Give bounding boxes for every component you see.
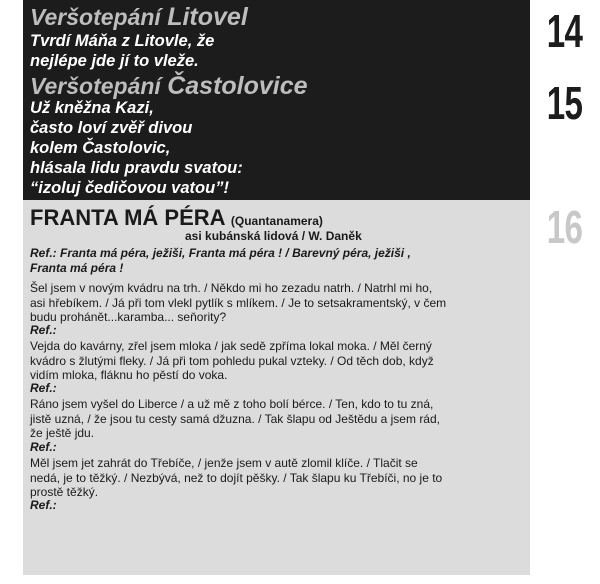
verse-line: nedá, je to těžký. / Nezbývá, než to dojít pěšky. / Tak šlapu ku Třebíči, no je to (30, 470, 443, 485)
verse-line: Ráno jsem vyšel do Liberce / a už mě z toho bolí bérce. / Ten, kdo to tu zná, (30, 397, 434, 411)
ref-label: Ref.: (30, 381, 57, 395)
verse-4 (30, 456, 442, 500)
song14-lyrics (30, 31, 214, 71)
verse-1 (30, 281, 446, 325)
refrain-line: Franta má péra ! (30, 261, 124, 275)
track-number-15: 15 (546, 77, 582, 129)
song14-title (30, 5, 248, 30)
song16-credit: asi kubánská lidová / W. Daněk (185, 229, 362, 243)
refrain-line: Ref.: Franta má péra, ježiši, Franta má péra ! / Barevný péra, ježiši , (30, 246, 411, 260)
lyric-line: kolem Častolovic, (30, 139, 171, 157)
song14-title-prefix: Veršotepání (30, 4, 168, 30)
verse-line: že ještě jdu. (30, 426, 95, 440)
song15-lyrics (30, 98, 243, 198)
ref-label: Ref.: (30, 440, 57, 454)
verse-line: asi hřebíkem. / Já při tom vlekl pytlík s mlíkem. / Je to setsakramentský, v čem (30, 295, 447, 310)
song16-title-main: FRANTA MÁ PÉRA (30, 205, 225, 230)
verse-line: prostě těžký. (30, 485, 99, 499)
verse-line: Šel jsem v novým kvádru na trh. / Někdo mi ho zezadu natrh. / Natrhl mi ho, (30, 281, 433, 295)
song15-title (30, 74, 308, 99)
lyric-line: “izoluj čedičovou vatou”! (30, 179, 229, 197)
lyric-line: často loví zvěř divou (30, 119, 193, 137)
lyric-line: nejlépe jde jí to vleže. (30, 52, 199, 70)
song14-title-place: Litovel (167, 3, 248, 31)
lyric-line: Tvrdí Máňa z Litovle, že (30, 32, 215, 50)
verse-line: vidím mloka, fláknu ho pěstí do voka. (30, 368, 228, 382)
song15-title-prefix: Veršotepání (30, 73, 168, 99)
track-number-16: 16 (546, 201, 582, 253)
lyric-line: hlásala lidu pravdu svatou: (30, 159, 243, 177)
ref-label: Ref.: (30, 323, 57, 337)
song16-refrain (30, 246, 411, 276)
verse-2 (30, 339, 434, 383)
lyric-line: Už kněžna Kazi, (30, 99, 154, 117)
track-number-14: 14 (546, 5, 582, 57)
verse-line: Měl jsem jet zahrát do Třebíče, / jenže jsem v autě zlomil klíče. / Tlačit se (30, 456, 418, 470)
verse-line: Vejda do kavárny, zřel jsem mloka / jak sedě zpříma lokal moka. / Měl černý (30, 339, 432, 353)
verse-3 (30, 397, 440, 441)
verse-line: jistě uzná, / že jsou tu cesty samá džuzna. / Tak šlapu od Ještědu a jsem rád, (30, 411, 440, 426)
song16-subtitle: (Quantanamera) (230, 214, 323, 228)
song16-title (30, 205, 323, 231)
verse-line: budu prohánět...karamba... seňority? (30, 310, 227, 324)
verse-line: kvádro s žlutými fleky. / Já při tom pohledu pukal vzteky. / Od těch dob, když (30, 353, 434, 368)
ref-label: Ref.: (30, 498, 57, 512)
song15-title-place: Častolovice (167, 72, 308, 100)
